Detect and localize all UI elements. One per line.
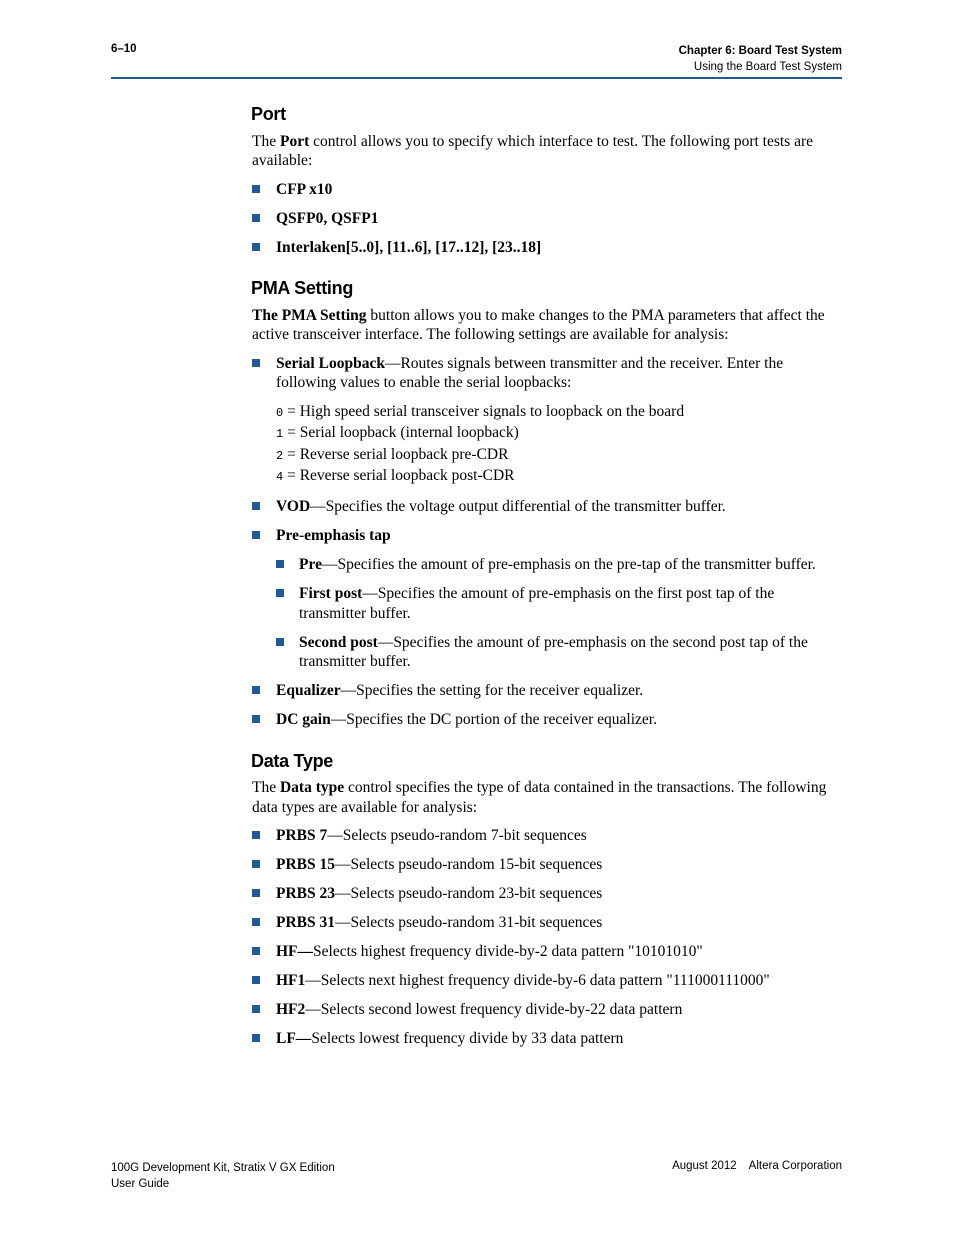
- list-item: [252, 497, 842, 517]
- item-label: Pre: [299, 556, 322, 573]
- pma-intro: [252, 306, 842, 345]
- footer-company: Altera Corporation: [748, 1160, 842, 1172]
- item-desc: —Specifies the DC portion of the receiver equalizer.: [330, 711, 657, 728]
- pma-intro-post: button allows you to make changes to the PMA parameters that affect the active transceiver interface. The following settings are available for analysis:: [252, 306, 825, 343]
- data-type-intro: [252, 778, 842, 817]
- item-label: PRBS 15: [276, 856, 335, 873]
- list-item: [252, 710, 842, 730]
- list-item: [252, 913, 842, 933]
- item-desc: —Selects pseudo-random 31-bit sequences: [335, 914, 603, 931]
- section-subtitle: Using the Board Test System: [693, 61, 842, 73]
- square-bullet-icon: [276, 638, 284, 646]
- item-desc: —Selects pseudo-random 23-bit sequences: [335, 885, 603, 902]
- list-item: [252, 180, 842, 200]
- item-label: VOD: [276, 498, 311, 515]
- pma-heading: PMA Setting: [251, 278, 354, 298]
- chapter-title: Chapter 6: Board Test System: [678, 45, 842, 57]
- square-bullet-icon: [252, 831, 260, 839]
- code-row: [276, 466, 842, 488]
- list-item: [252, 238, 842, 258]
- item-desc: —Selects pseudo-random 7-bit sequences: [327, 827, 587, 844]
- data-type-intro-post: control specifies the type of data contained in the transactions. The following data types are available for analysis:: [252, 779, 827, 816]
- list-item: [252, 526, 842, 672]
- item-label: HF1: [276, 972, 306, 989]
- square-bullet-icon: [276, 589, 284, 597]
- footer-doc-title: [111, 1160, 335, 1192]
- list-item: [276, 555, 842, 575]
- item-desc: Selects lowest frequency divide by 33 data pattern: [311, 1030, 624, 1047]
- item-label: PRBS 23: [276, 885, 335, 902]
- data-type-section: [252, 752, 842, 1049]
- code-value: 2: [276, 448, 284, 463]
- item-label: PRBS 7: [276, 827, 328, 844]
- data-type-intro-pre: The: [252, 779, 280, 796]
- list-item: [276, 633, 842, 672]
- square-bullet-icon: [252, 860, 260, 868]
- item-label: Serial Loopback: [276, 354, 385, 372]
- item-desc: —Selects next highest frequency divide-by-6 data pattern "111000111000": [305, 972, 770, 989]
- list-item: [252, 855, 842, 875]
- port-item-label: CFP x10: [276, 180, 333, 198]
- pma-list: [252, 354, 842, 730]
- square-bullet-icon: [276, 560, 284, 568]
- item-label: DC gain: [276, 711, 331, 728]
- item-label: HF—: [276, 943, 314, 960]
- data-type-list: [252, 826, 842, 1049]
- square-bullet-icon: [252, 918, 260, 926]
- code-row: [276, 423, 842, 445]
- page-number: 6–10: [111, 43, 137, 55]
- square-bullet-icon: [252, 243, 260, 251]
- square-bullet-icon: [252, 715, 260, 723]
- list-item: [252, 971, 842, 991]
- list-item: [252, 209, 842, 229]
- footer-meta: [672, 1160, 842, 1172]
- square-bullet-icon: [252, 214, 260, 222]
- code-text: = Reverse serial loopback post-CDR: [283, 467, 515, 484]
- code-row: [276, 445, 842, 467]
- item-label: Pre-emphasis tap: [276, 527, 391, 544]
- square-bullet-icon: [252, 185, 260, 193]
- loopback-codes: [276, 402, 842, 488]
- item-label: First post: [299, 585, 363, 602]
- square-bullet-icon: [252, 1005, 260, 1013]
- list-item: [252, 354, 842, 488]
- list-item: [252, 826, 842, 846]
- item-label: HF2: [276, 1001, 306, 1018]
- list-item: [252, 1000, 842, 1020]
- item-desc: —Specifies the setting for the receiver equalizer.: [340, 682, 644, 699]
- item-label: LF—: [276, 1030, 312, 1047]
- code-value: 4: [276, 470, 284, 484]
- port-intro-pre: The: [252, 132, 280, 150]
- code-value: 0: [276, 405, 284, 420]
- list-item: [276, 584, 842, 623]
- item-label: Second post: [299, 633, 378, 651]
- item-desc: —Routes signals between transmitter and the receiver. Enter the following values to enable the serial loopbacks:: [276, 354, 784, 391]
- square-bullet-icon: [252, 359, 260, 367]
- code-row: [276, 402, 842, 424]
- data-type-intro-bold: Data type: [279, 779, 345, 796]
- port-intro: [252, 132, 842, 171]
- code-text: = Reverse serial loopback pre-CDR: [283, 445, 509, 463]
- item-label: Equalizer: [276, 682, 341, 699]
- item-desc: —Specifies the amount of pre-emphasis on the first post tap of the transmitter buffer.: [299, 585, 775, 622]
- running-header: [679, 43, 842, 75]
- port-intro-bold: Port: [279, 132, 310, 150]
- preemphasis-sublist: [276, 555, 842, 672]
- code-text: = High speed serial transceiver signals to loopback on the board: [283, 402, 685, 420]
- pma-intro-bold: The PMA Setting: [252, 306, 367, 324]
- square-bullet-icon: [252, 1034, 260, 1042]
- list-item: [252, 681, 842, 701]
- item-desc: —Selects pseudo-random 15-bit sequences: [335, 856, 603, 873]
- port-item-label: QSFP0, QSFP1: [276, 209, 379, 227]
- list-item: [252, 1029, 842, 1049]
- port-intro-post: control allows you to specify which interface to test. The following port tests are available:: [252, 132, 814, 169]
- list-item: [252, 884, 842, 904]
- square-bullet-icon: [252, 686, 260, 694]
- header-rule: [111, 77, 842, 79]
- code-value: 1: [276, 427, 284, 441]
- item-desc: —Specifies the amount of pre-emphasis on the pre-tap of the transmitter buffer.: [321, 556, 816, 573]
- square-bullet-icon: [252, 947, 260, 955]
- list-item: [252, 942, 842, 962]
- footer-line-2: User Guide: [111, 1178, 170, 1190]
- pma-section: [252, 279, 842, 730]
- port-heading: Port: [251, 104, 286, 124]
- footer-date: August 2012: [672, 1160, 737, 1172]
- square-bullet-icon: [252, 976, 260, 984]
- item-desc: Selects highest frequency divide-by-2 data pattern "10101010": [313, 943, 703, 960]
- item-desc: —Selects second lowest frequency divide-by-22 data pattern: [305, 1001, 683, 1018]
- item-desc: —Specifies the voltage output differential of the transmitter buffer.: [310, 498, 726, 515]
- page-content: [252, 105, 842, 1058]
- port-item-label: Interlaken[5..0], [11..6], [17..12], [23..18]: [276, 238, 542, 256]
- square-bullet-icon: [252, 531, 260, 539]
- item-label: PRBS 31: [276, 914, 335, 931]
- item-desc: —Specifies the amount of pre-emphasis on the second post tap of the transmitter buffer.: [299, 633, 808, 670]
- port-section: [252, 105, 842, 257]
- code-text: = Serial loopback (internal loopback): [283, 424, 519, 441]
- footer-line-1: 100G Development Kit, Stratix V GX Edition: [111, 1162, 335, 1174]
- square-bullet-icon: [252, 889, 260, 897]
- port-list: [252, 180, 842, 258]
- square-bullet-icon: [252, 502, 260, 510]
- data-type-heading: Data Type: [251, 750, 333, 771]
